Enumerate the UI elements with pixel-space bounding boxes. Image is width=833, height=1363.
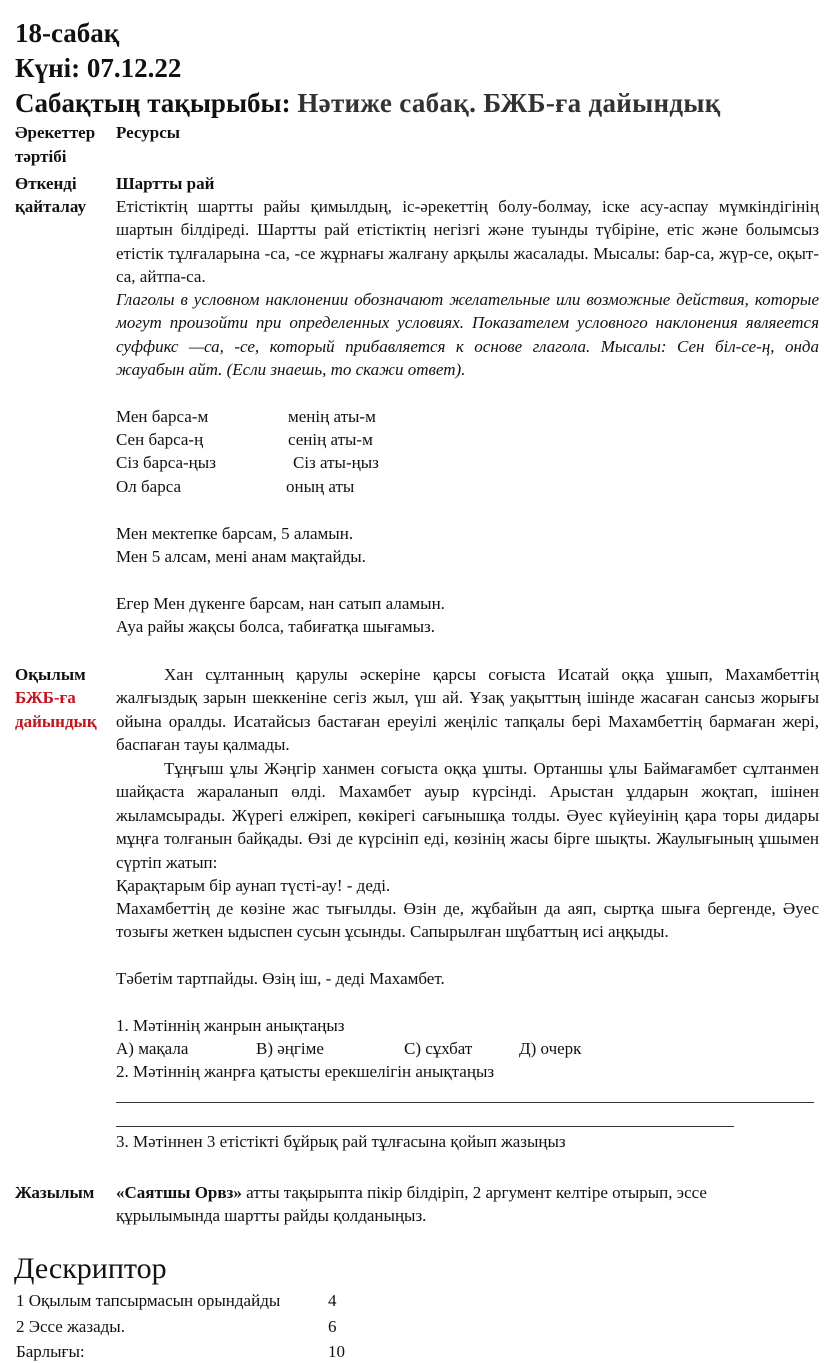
writing-title: «Саятшы Орвз» — [116, 1183, 242, 1202]
conj-right-row: оның аты — [286, 477, 355, 496]
review-paragraph-kk: Етістіктің шартты райы қимылдың, іс-әрекеттің болу-болмау, іске асу-аспау мүмкіндігінің шартын білдіреді. Шартты рай етістіктің негізгі және туынды түбіріне, етіс және болымсыз етістік тұлғаларына -са, -се жұрнағы жалғану арқылы жасалады. Мысалы: бар-са, жүр-се, оқыт-са, айтпа-са. — [116, 197, 819, 287]
writing-text: атты тақырыпта пікір білдіріп, 2 аргумент келтіре отырып, эссе — [241, 1183, 707, 1202]
example-sentence: Мен мектепке барсам, 5 аламын. — [116, 524, 354, 543]
conj-right-row: менің аты-м — [288, 407, 376, 426]
option-d: Д) очерк — [519, 1039, 582, 1058]
descriptor-row-score: 6 — [328, 1317, 337, 1336]
reading-paragraph-4: Махамбеттің де көзіне жас тығылды. Өзін де, жұбайын да аяп, сыртқа шыға бергенде, Әуес тозығы жеткен ыдыспен сусын ұсынды. Сапырылған шұбаттың исі аңқыды. — [116, 899, 819, 942]
descriptor-row-score: 10 — [328, 1342, 345, 1361]
descriptor-row-label: 2 Эссе жазады. — [16, 1317, 125, 1336]
example-sentence: Егер Мен дүкенге барсам, нан сатып аламын. — [116, 594, 445, 613]
reading-label-prep: дайындық — [15, 712, 97, 731]
writing-label: Жазылым — [15, 1183, 95, 1202]
answer-line — [116, 1102, 814, 1103]
reading-paragraph-1: Хан сұлтанның қарулы әскеріне қарсы соғыста Исатай оққа ұшып, Махамбеттің жалғыздық зарын шеккеніне сегіз жыл, үш ай. Ұзақ уақыттың ішінде жасаған сансыз жорығы ойына оралды. Исатайсыз бастаған ереуілі жеңіліс тапқалы бері Махамбеттің бармаған жері, баспаған тауы қалмады. — [116, 665, 819, 755]
descriptor-row-label: Барлығы: — [16, 1342, 85, 1361]
option-a: А) мақала — [116, 1039, 189, 1058]
reading-label: Оқылым — [15, 665, 86, 684]
lesson-number: 18-сабақ — [15, 18, 120, 48]
conj-right-row: сенің аты-м — [288, 430, 373, 449]
question-2: 2. Мәтіннің жанрға қатысты ерекшелігін анықтаңыз — [116, 1062, 495, 1081]
topic-label: Сабақтың тақырыбы: — [15, 88, 291, 118]
conj-left-row: Сіз барса-ңыз — [116, 453, 216, 472]
review-label-1: Өткенді — [15, 174, 77, 193]
option-b: В) әңгіме — [256, 1039, 324, 1058]
lesson-date: Күні: 07.12.22 — [15, 53, 182, 83]
conj-right-row: Сіз аты-ңыз — [293, 453, 379, 472]
example-sentence: Ауа райы жақсы болса, табиғатқа шығамыз. — [116, 617, 435, 636]
writing-task — [116, 1181, 707, 1204]
review-paragraph-ru: Глаголы в условном наклонении обозначают желательные или возможные действия, которые могут произойти при определенных условиях. Показателем условного наклонения являеется суффикс —са, -се, который прибавляется к основе глагола. Мысалы: Сен біл-се-ң, онда жауабын айт. (Если знаешь, то скажи ответ). — [116, 290, 819, 380]
question-3: 3. Мәтіннен 3 етістікті бұйрық рай тұлғасына қойып жазыңыз — [116, 1132, 566, 1151]
col-actions-label: Әрекеттер — [15, 123, 96, 142]
descriptor-row-score: 4 — [328, 1291, 337, 1310]
lesson-topic — [15, 87, 721, 119]
reading-paragraph-3: Қарақтарым бір аунап түсті-ау! - деді. — [116, 876, 391, 895]
conj-left-row: Мен барса-м — [116, 407, 209, 426]
writing-task-line-2: құрылымында шартты райды қолданыңыз. — [116, 1206, 427, 1225]
question-1: 1. Мәтіннің жанрын анықтаңыз — [116, 1016, 345, 1035]
descriptor-row-label: 1 Оқылым тапсырмасын орындайды — [16, 1291, 281, 1310]
conj-left-row: Ол барса — [116, 477, 182, 496]
reading-paragraph-5: Тәбетім тартпайды. Өзің іш, - деді Махамбет. — [116, 969, 445, 988]
reading-label-bzb: БЖБ-ға — [15, 688, 76, 707]
reading-paragraph-2: Тұңғыш ұлы Жәңгір ханмен соғыста оққа ұшты. Ортаншы ұлы Баймағамбет сұлтанмен шайқаста жараланып өлді. Махамбет ауыр күрсінді. Арыстан ұлдарын жоқтап, ішінен жыламсырады. Жүрегі елжіреп, көкірегі сағынышқа толды. Әуес күйеуінің қара торы дидары мұңға толғанын байқады. Өзі де күрсініп еді, көзінің жасы бірге шықты. Жаулығының ұшымен сүртіп жатып: — [116, 759, 819, 872]
review-label-2: қайталау — [15, 197, 86, 216]
conj-left-row: Сен барса-ң — [116, 430, 204, 449]
topic-value: Нәтиже сабақ. БЖБ-ға дайындық — [297, 88, 721, 118]
option-c: С) сұхбат — [404, 1039, 473, 1058]
example-sentence: Мен 5 алсам, мені анам мақтайды. — [116, 547, 366, 566]
col-actions-label-2: тәртібі — [15, 147, 67, 166]
review-heading: Шартты рай — [116, 174, 215, 193]
descriptor-title: Дескриптор — [14, 1252, 167, 1285]
col-resources-label: Ресурсы — [116, 123, 181, 142]
answer-line — [116, 1126, 734, 1127]
